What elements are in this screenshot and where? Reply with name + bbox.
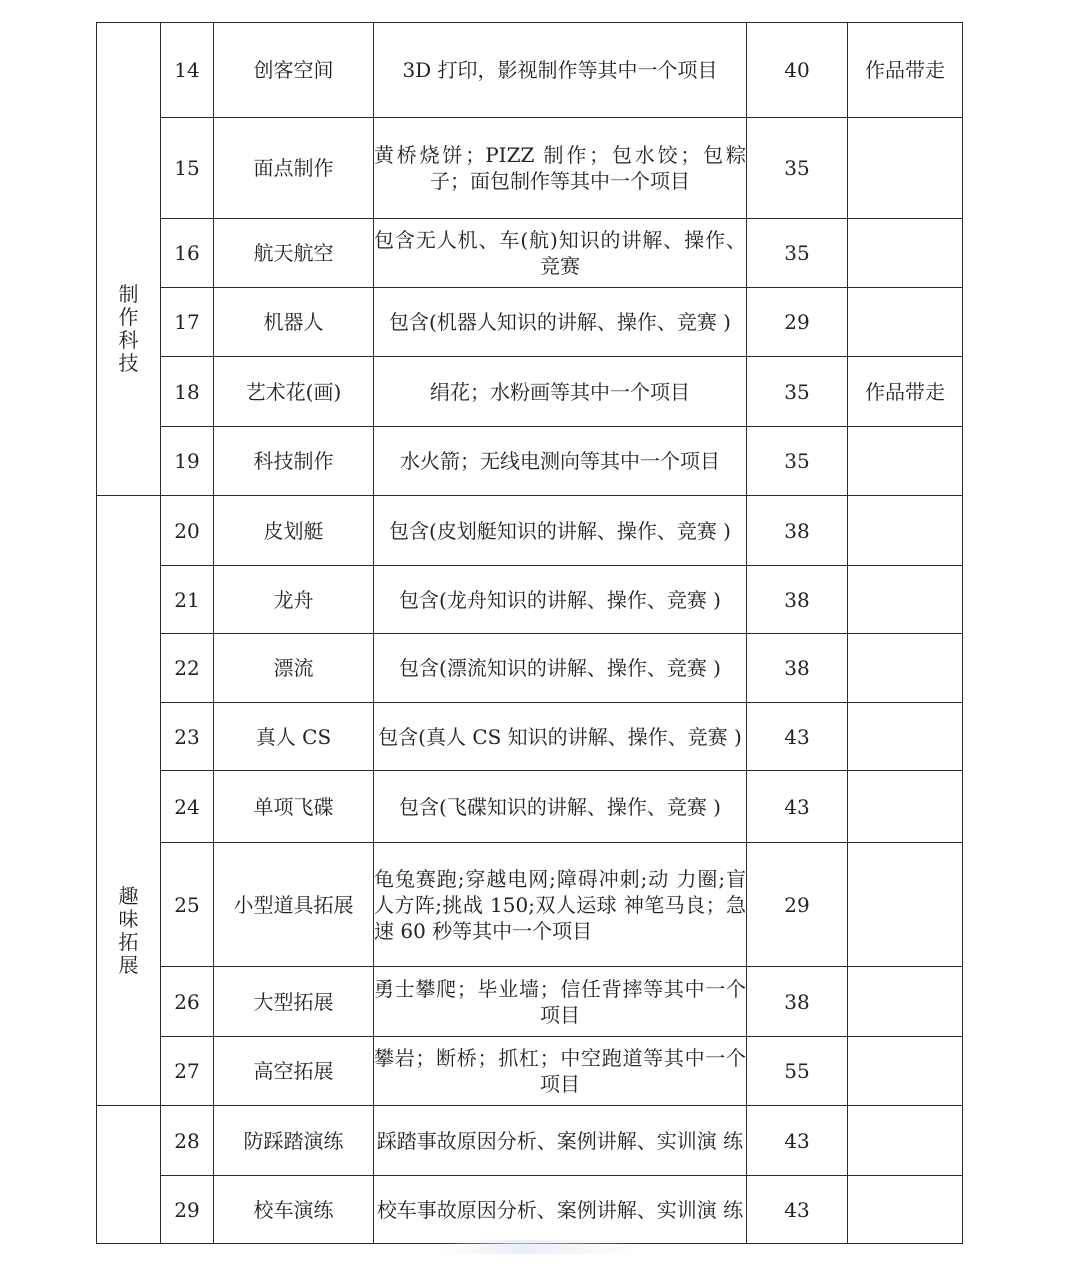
item-note [848,219,963,288]
table-row [97,357,963,427]
item-note [848,1106,963,1176]
table-row [97,967,963,1037]
item-note: 作品带走 [848,357,963,427]
item-note [848,843,963,967]
item-name: 艺术花(画) [214,357,374,427]
item-cost: 29 [747,843,848,967]
item-note [848,118,963,219]
item-name: 大型拓展 [214,967,374,1037]
item-description: 包含(漂流知识的讲解、操作、竞赛 ) [374,634,747,703]
item-name: 创客空间 [214,23,374,118]
item-number: 22 [161,634,214,703]
table-row [97,1176,963,1244]
item-number: 20 [161,496,214,566]
item-note [848,496,963,566]
item-cost: 29 [747,288,848,357]
table-row [97,219,963,288]
item-description: 踩踏事故原因分析、案例讲解、实训演 练 [374,1106,747,1176]
item-note [848,288,963,357]
item-name: 高空拓展 [214,1037,374,1106]
item-description: 包含无人机、车(航)知识的讲解、操作、竞赛 [374,219,747,288]
table-row [97,771,963,843]
item-cost: 38 [747,634,848,703]
item-cost: 43 [747,1106,848,1176]
item-cost: 35 [747,427,848,496]
item-number: 15 [161,118,214,219]
table-row [97,566,963,634]
table-row [97,23,963,118]
item-number: 27 [161,1037,214,1106]
table-row [97,703,963,771]
item-name: 防踩踏演练 [214,1106,374,1176]
category-label: 趣味拓展 [118,884,139,977]
item-cost: 43 [747,703,848,771]
item-number: 25 [161,843,214,967]
item-note [848,771,963,843]
item-number: 24 [161,771,214,843]
item-description: 包含(龙舟知识的讲解、操作、竞赛 ) [374,566,747,634]
watermark-smudge [440,1240,640,1254]
item-description: 包含(机器人知识的讲解、操作、竞赛 ) [374,288,747,357]
item-number: 21 [161,566,214,634]
table-row [97,118,963,219]
table-row [97,1037,963,1106]
item-number: 19 [161,427,214,496]
item-cost: 35 [747,219,848,288]
item-description: 攀岩；断桥；抓杠；中空跑道等其中一个项目 [374,1037,747,1106]
item-number: 18 [161,357,214,427]
item-number: 23 [161,703,214,771]
category-cell [97,1106,161,1244]
item-number: 28 [161,1106,214,1176]
item-description: 勇士攀爬；毕业墙；信任背摔等其中一个项目 [374,967,747,1037]
item-cost: 55 [747,1037,848,1106]
item-name: 皮划艇 [214,496,374,566]
table-row [97,1106,963,1176]
item-note [848,703,963,771]
item-note [848,634,963,703]
category-cell [97,496,161,1106]
item-description: 包含(真人 CS 知识的讲解、操作、竞赛 ) [374,703,747,771]
item-number: 17 [161,288,214,357]
item-name: 航天航空 [214,219,374,288]
item-note [848,1176,963,1244]
category-label: 制作科技 [118,281,139,375]
item-description: 3D 打印，影视制作等其中一个项目 [374,23,747,118]
item-name: 龙舟 [214,566,374,634]
item-description: 龟兔赛跑;穿越电网;障碍冲刺;动 力圈;盲人方阵;挑战 150;双人运球 神笔马良；急速 60 秒等其中一个项目 [374,843,747,967]
item-cost: 38 [747,967,848,1037]
item-name: 机器人 [214,288,374,357]
item-description: 校车事故原因分析、案例讲解、实训演 练 [374,1176,747,1244]
table-row [97,843,963,967]
item-number: 29 [161,1176,214,1244]
item-cost: 38 [747,566,848,634]
item-cost: 40 [747,23,848,118]
item-note [848,566,963,634]
item-note [848,967,963,1037]
activity-fee-table [96,22,963,1244]
item-cost: 43 [747,771,848,843]
table-row [97,634,963,703]
item-cost: 38 [747,496,848,566]
item-description: 绢花；水粉画等其中一个项目 [374,357,747,427]
category-cell [97,23,161,496]
item-name: 单项飞碟 [214,771,374,843]
item-cost: 43 [747,1176,848,1244]
item-note: 作品带走 [848,23,963,118]
item-note [848,1037,963,1106]
item-name: 真人 CS [214,703,374,771]
item-note [848,427,963,496]
item-description: 包含(皮划艇知识的讲解、操作、竞赛 ) [374,496,747,566]
table-row [97,427,963,496]
item-name: 小型道具拓展 [214,843,374,967]
item-description: 水火箭；无线电测向等其中一个项目 [374,427,747,496]
item-name: 面点制作 [214,118,374,219]
item-number: 14 [161,23,214,118]
item-cost: 35 [747,357,848,427]
table-row [97,496,963,566]
item-cost: 35 [747,118,848,219]
item-name: 科技制作 [214,427,374,496]
item-description: 包含(飞碟知识的讲解、操作、竞赛 ) [374,771,747,843]
table-row [97,288,963,357]
item-name: 校车演练 [214,1176,374,1244]
item-number: 16 [161,219,214,288]
item-description: 黄桥烧饼；PIZZ 制作；包水饺；包粽子；面包制作等其中一个项目 [374,118,747,219]
item-name: 漂流 [214,634,374,703]
item-number: 26 [161,967,214,1037]
